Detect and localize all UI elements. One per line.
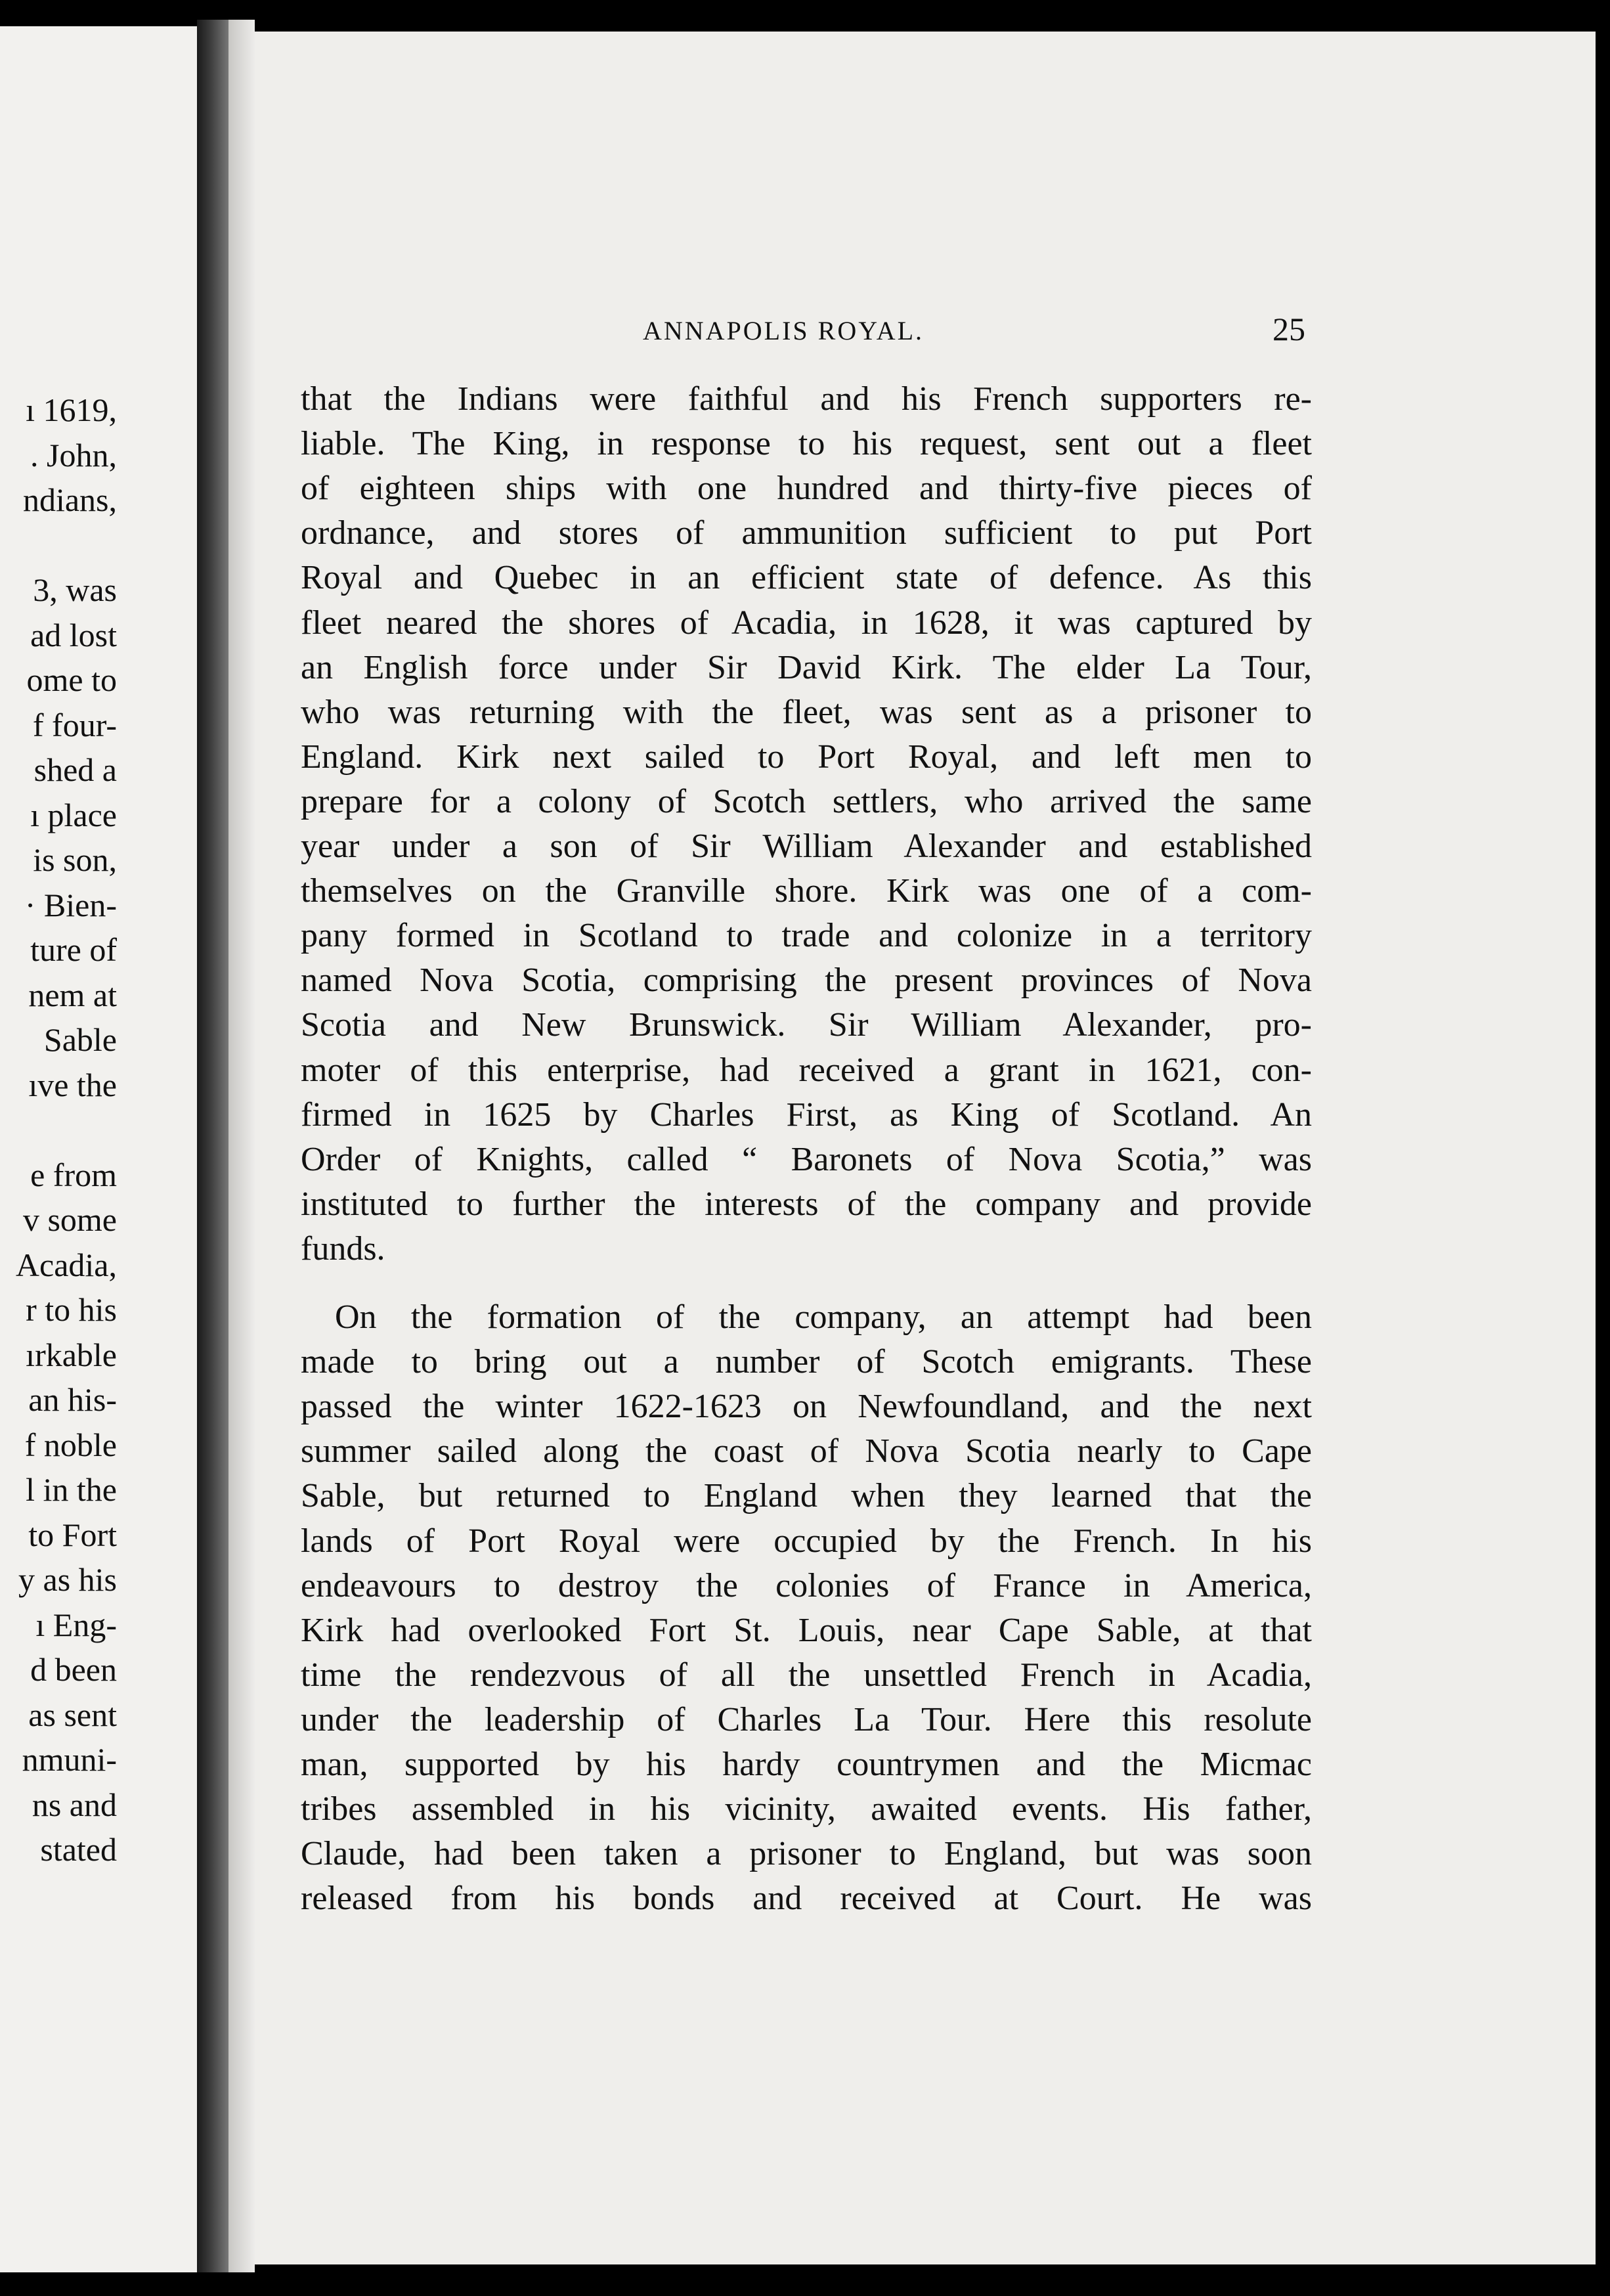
text-line: pany formed in Scotland to trade and colonize in a territory (301, 917, 1312, 955)
text-line: themselves on the Granville shore. Kirk was one of a com- (301, 872, 1312, 910)
previous-page-line: nem at (28, 976, 117, 1013)
text-line: Sable, but returned to England when they learned that the (301, 1477, 1312, 1515)
previous-page-line: stated (40, 1831, 117, 1868)
previous-page-line: ırkable (26, 1336, 117, 1373)
previous-page-line: e from (30, 1156, 117, 1193)
previous-page-line: 3, was (33, 571, 117, 608)
text-line: fleet neared the shores of Acadia, in 1628, it was captured by (301, 604, 1312, 642)
page-number: 25 (1273, 311, 1305, 347)
previous-page-line: ı place (30, 796, 117, 833)
previous-page-line: as sent (28, 1696, 117, 1733)
text-line: passed the winter 1622-1623 on Newfoundland, and the next (301, 1388, 1312, 1426)
text-line: instituted to further the interests of the company and provide (301, 1185, 1312, 1223)
previous-page-line: is son, (33, 841, 117, 878)
text-line: time the rendezvous of all the unsettled French in Acadia, (301, 1656, 1312, 1694)
previous-page-line: · Bien- (24, 886, 117, 923)
previous-page-line: f noble (24, 1426, 117, 1463)
gutter-shadow (228, 20, 255, 2272)
previous-page-line: ıve the (28, 1066, 117, 1103)
text-line: named Nova Scotia, comprising the present provinces of Nova (301, 961, 1312, 1000)
previous-page-line: ı Eng- (35, 1606, 117, 1643)
text-line: released from his bonds and received at Court. He was (301, 1880, 1312, 1918)
text-line: Royal and Quebec in an efficient state of defence. As this (301, 559, 1312, 597)
previous-page-line: an his- (28, 1381, 117, 1418)
text-line: tribes assembled in his vicinity, awaited events. His father, (301, 1790, 1312, 1828)
current-page (255, 32, 1596, 2264)
previous-page-line: ı 1619, (26, 391, 117, 428)
text-line: summer sailed along the coast of Nova Scotia nearly to Cape (301, 1432, 1312, 1470)
text-line: funds. (301, 1229, 385, 1268)
previous-page-line: ndians, (22, 481, 117, 518)
text-line: man, supported by his hardy countrymen and the Micmac (301, 1746, 1312, 1783)
text-line: liable. The King, in response to his request, sent out a fleet (301, 425, 1312, 463)
previous-page-line: ad lost (30, 616, 117, 653)
previous-page-line: l in the (26, 1471, 117, 1508)
previous-page-line: to Fort (28, 1516, 117, 1553)
text-line: lands of Port Royal were occupied by the French. In his (301, 1522, 1312, 1560)
previous-page-fragment (0, 26, 197, 2272)
text-line: that the Indians were faithful and his French supporters re- (301, 380, 1312, 418)
text-line: under the leadership of Charles La Tour. Here this resolute (301, 1700, 1312, 1738)
previous-page-line: y as his (18, 1561, 117, 1598)
text-line: moter of this enterprise, had received a grant in 1621, con- (301, 1051, 1312, 1089)
previous-page-line: d been (30, 1651, 117, 1688)
previous-page-line: r to his (26, 1291, 117, 1328)
previous-page-line: ns and (32, 1786, 117, 1823)
previous-page-line: f four- (32, 706, 117, 743)
text-line: year under a son of Sir William Alexander and established (301, 828, 1312, 865)
text-line: of eighteen ships with one hundred and thirty-five pieces of (301, 470, 1312, 508)
text-line: made to bring out a number of Scotch emigrants. These (301, 1343, 1312, 1381)
previous-page-line: ome to (26, 661, 117, 698)
book-gutter (197, 20, 228, 2272)
text-line: an English force under Sir David Kirk. The elder La Tour, (301, 648, 1312, 686)
text-line: England. Kirk next sailed to Port Royal, and left men to (301, 738, 1312, 776)
text-line: On the formation of the company, an attempt had been (335, 1298, 1312, 1336)
text-line: who was returning with the fleet, was sent as a prisoner to (301, 693, 1312, 731)
text-line: Scotia and New Brunswick. Sir William Alexander, pro- (301, 1006, 1312, 1044)
text-line: endeavours to destroy the colonies of France in America, (301, 1566, 1312, 1604)
text-line: ordnance, and stores of ammunition sufficient to put Port (301, 514, 1312, 552)
text-line: Kirk had overlooked Fort St. Louis, near Cape Sable, at that (301, 1611, 1312, 1649)
previous-page-line: ture of (30, 931, 117, 968)
text-line: prepare for a colony of Scotch settlers, who arrived the same (301, 782, 1312, 820)
text-line: Claude, had been taken a prisoner to England, but was soon (301, 1835, 1312, 1873)
previous-page-line: Acadia, (15, 1246, 117, 1283)
previous-page-line: v some (22, 1201, 117, 1238)
running-head: ANNAPOLIS ROYAL. (643, 316, 925, 345)
previous-page-line: . John, (30, 436, 117, 474)
text-line: Order of Knights, called “ Baronets of Nova Scotia,” was (301, 1140, 1312, 1178)
text-line: firmed in 1625 by Charles First, as King of Scotland. An (301, 1095, 1312, 1134)
previous-page-line: Sable (43, 1021, 117, 1058)
previous-page-line: shed a (33, 751, 117, 788)
previous-page-line: nmuni- (22, 1741, 117, 1778)
